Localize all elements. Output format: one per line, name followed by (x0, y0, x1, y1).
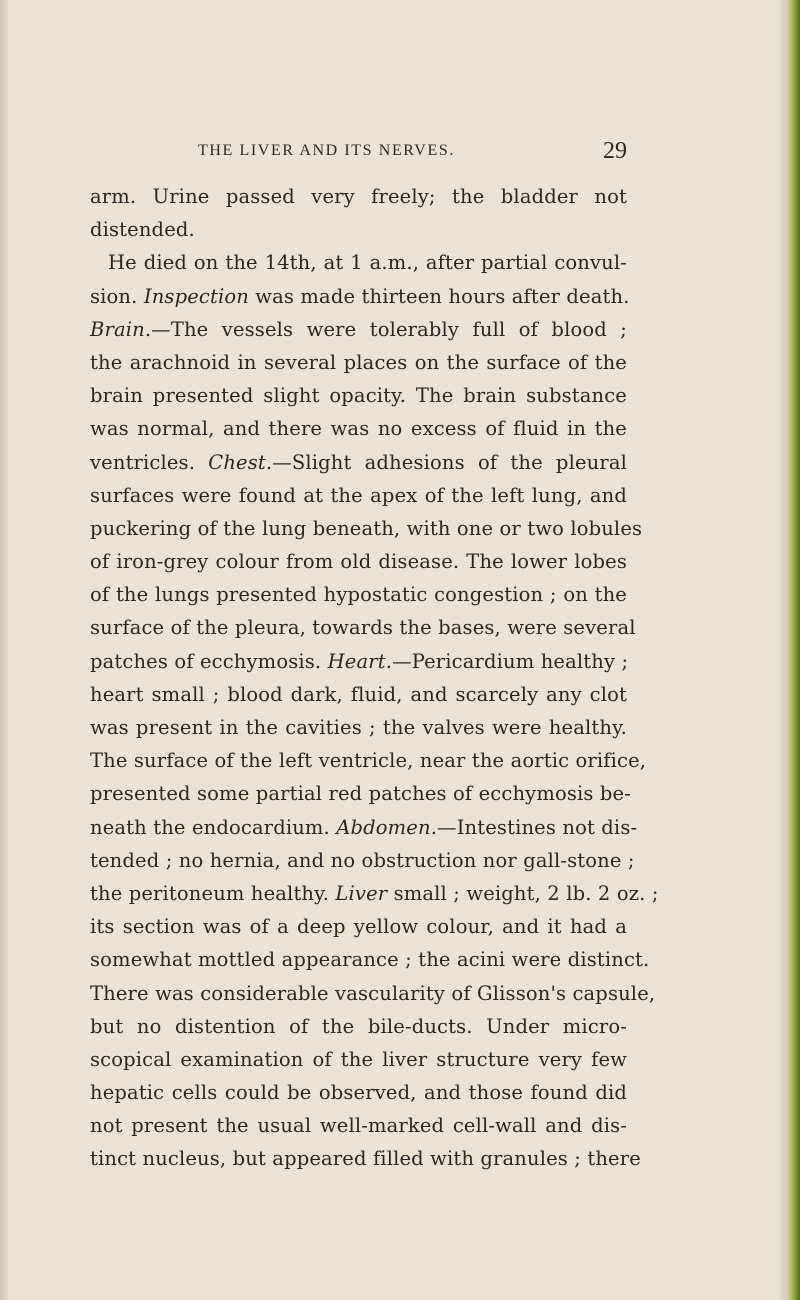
text-run: arm. Urine passed very freely; the bladder not (90, 185, 627, 208)
text-line (90, 313, 627, 346)
text-line (90, 446, 627, 479)
book-cover-edge (786, 0, 800, 1300)
text-line (90, 1142, 641, 1175)
italic-heading: Abdomen. (336, 815, 438, 839)
text-run: was present in the cavities ; the valves were healthy. (90, 716, 627, 739)
text-run: small ; weight, 2 lb. 2 oz. ; (387, 881, 659, 905)
text-run: surfaces were found at the apex of the left lung, and (90, 483, 627, 507)
text-line (90, 877, 659, 910)
text-run: not present the usual well-marked cell-wall and dis- (90, 1114, 627, 1138)
text-line (90, 910, 627, 943)
text-run: its section was of a deep yellow colour, and it had a (90, 915, 627, 939)
text-line (90, 611, 636, 644)
text-run: —Intestines not dis- (437, 815, 638, 839)
text-line (90, 180, 627, 213)
text-run: of the lungs presented hypostatic congestion ; on the (90, 583, 627, 607)
text-run: neath the endocardium. (90, 815, 337, 839)
text-line (90, 678, 627, 711)
text-line (90, 379, 627, 412)
text-run: heart small ; blood dark, fluid, and scarcely any clot (90, 682, 627, 706)
text-line (90, 844, 635, 877)
text-line (90, 645, 627, 678)
text-line (90, 1010, 627, 1043)
text-line (90, 777, 631, 810)
page-gutter-shadow (778, 0, 786, 1300)
text-line (90, 545, 627, 578)
text-line (90, 1043, 627, 1076)
text-run: patches of ecchymosis. (90, 649, 328, 673)
italic-heading: Inspection (143, 284, 249, 308)
page-left-edge (0, 0, 8, 1300)
text-line (90, 977, 656, 1010)
body-text (90, 180, 659, 1176)
text-line (90, 246, 627, 279)
text-run: puckering of the lung beneath, with one or two lobules (90, 516, 643, 540)
text-line (90, 943, 650, 976)
text-line (90, 1109, 627, 1142)
text-run: but no distention of the bile-ducts. Under micro- (90, 1014, 627, 1038)
text-run: was normal, and there was no excess of fluid in the (90, 417, 627, 441)
text-run: scopical examination of the liver structure very few (90, 1047, 627, 1071)
text-run: the arachnoid in several places on the surface of the (90, 350, 627, 374)
text-line (90, 711, 627, 744)
italic-heading: Brain. (90, 317, 152, 341)
text-run: —The vessels were tolerably full of blood ; (151, 317, 627, 341)
text-run: presented some partial red patches of ecchymosis be- (90, 782, 631, 806)
text-line (90, 280, 630, 313)
text-run: There was considerable vascularity of Glisson's capsule, (90, 981, 656, 1005)
text-run: tinct nucleus, but appeared filled with granules ; there (90, 1147, 641, 1171)
text-line (90, 578, 627, 611)
text-line (90, 744, 647, 777)
text-run: He died on the 14th, at 1 a.m., after partial convul- (108, 251, 627, 275)
text-run: tended ; no hernia, and no obstruction nor gall-stone ; (90, 848, 635, 872)
text-run: the peritoneum healthy. (90, 881, 336, 905)
text-line (90, 412, 627, 445)
text-line (90, 512, 643, 545)
italic-heading: Liver (335, 881, 388, 905)
page-number: 29 (603, 138, 627, 164)
text-run: hepatic cells could be observed, and those found did (90, 1081, 627, 1105)
text-line (90, 1076, 627, 1109)
text-run: distended. (90, 218, 195, 242)
text-line (90, 213, 627, 246)
text-run: —Pericardium healthy ; (392, 649, 629, 673)
text-run: ventricles. (90, 450, 209, 474)
text-run: somewhat mottled appearance ; the acini were distinct. (90, 948, 650, 972)
text-run: The surface of the left ventricle, near the aortic orifice, (90, 749, 647, 773)
text-run: surface of the pleura, towards the bases, were several (90, 616, 636, 640)
page-header (90, 138, 627, 168)
running-head: THE LIVER AND ITS NERVES. (198, 142, 455, 159)
text-run: was made thirteen hours after death. (248, 284, 630, 308)
text-run: sion. (90, 284, 144, 308)
text-run: of iron-grey colour from old disease. The lower lobes (90, 550, 627, 574)
text-run: —Slight adhesions of the pleural (272, 450, 627, 474)
text-run: brain presented slight opacity. The brain substance (90, 384, 627, 408)
text-line (90, 479, 627, 512)
text-line (90, 811, 638, 844)
text-line (90, 346, 627, 379)
italic-heading: Heart. (327, 649, 393, 673)
italic-heading: Chest. (208, 450, 273, 474)
